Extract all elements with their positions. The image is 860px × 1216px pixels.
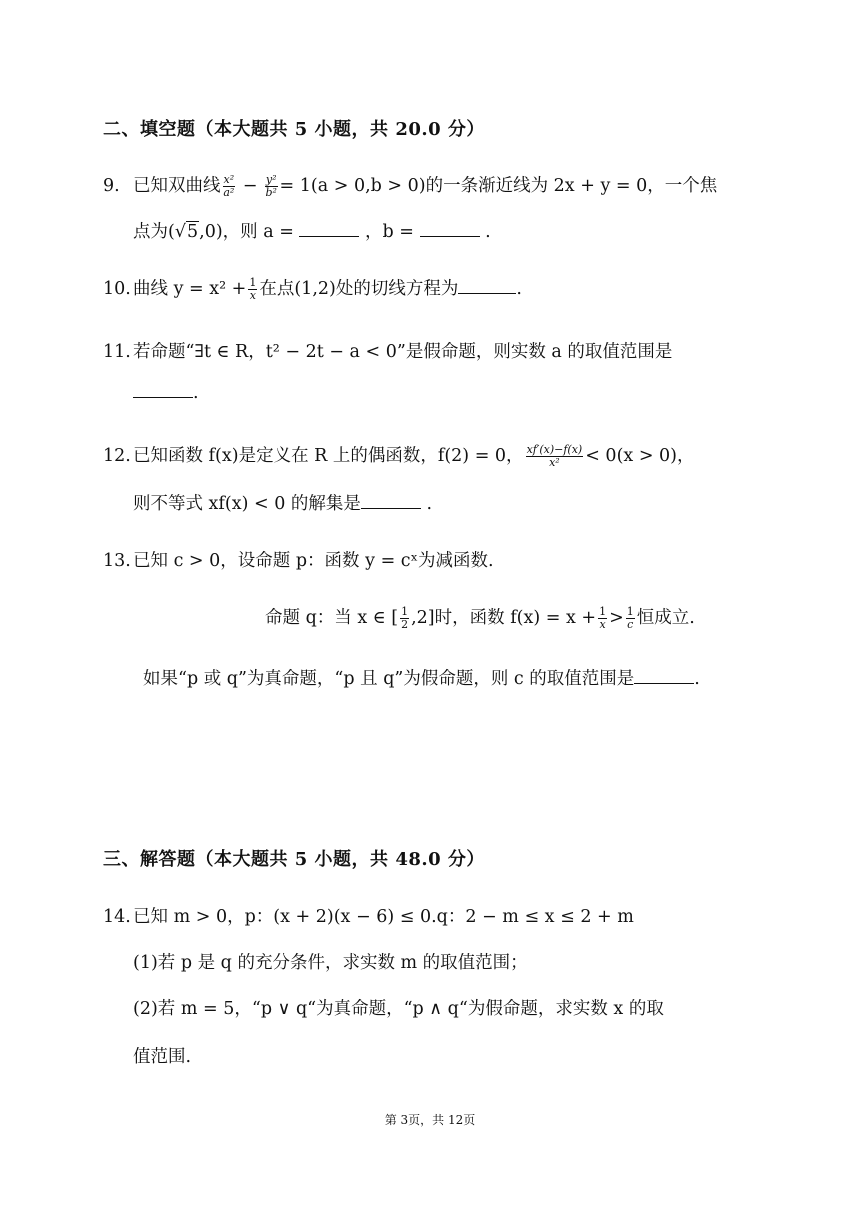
question-14 — [103, 903, 634, 928]
question-11-number: 11. — [103, 342, 131, 362]
answer-blank — [634, 669, 694, 684]
proposition-q-text: 命题 q：当 x ∈ [ — [265, 608, 399, 628]
period: . — [426, 494, 433, 514]
question-9-text: 已知双曲线 — [133, 176, 221, 196]
question-12 — [103, 442, 695, 469]
proposition-q-text-end: 恒成立. — [636, 608, 695, 628]
question-9-line-2: 点为(√5,0)，则 a = ，b = . — [133, 222, 491, 242]
question-12-number: 12. — [103, 446, 131, 466]
question-9-line-1: 9. 已知双曲线 $\frac{\text{x²}}{\text{a²}}$ − $\frac{\text{y²}}{\text{b²}}$ = 1(a > 0,b > 0)的一条渐近线为 2x + y = 0，一个焦 — [103, 173, 718, 199]
question-9-b-label: ，b = — [365, 222, 414, 242]
question-12-text: 已知函数 f(x)是定义在 R 上的偶函数，f(2) = 0， — [133, 446, 524, 466]
fraction-1-c: $\frac{1}{c}$ — [626, 605, 634, 631]
section-2-title: 二、填空题（本大题共 5 小题，共 20.0 分） — [103, 119, 485, 140]
answer-blank — [458, 279, 516, 294]
question-14-part-2-cont: 值范围. — [133, 1047, 192, 1067]
question-9-text-cont: = 1(a > 0,b > 0)的一条渐近线为 2x + y = 0，一个焦 — [279, 176, 718, 196]
period: . — [516, 279, 522, 299]
question-11 — [103, 338, 672, 363]
question-13 — [103, 547, 494, 572]
answer-blank-b — [420, 222, 480, 237]
period: . — [694, 669, 700, 689]
answer-blank — [361, 494, 421, 509]
greater-than: > — [609, 608, 624, 628]
question-11-line-2 — [133, 383, 199, 403]
question-10-text-cont: 在点(1,2)处的切线方程为 — [259, 279, 459, 299]
section-3-title: 三、解答题（本大题共 5 小题，共 48.0 分） — [103, 849, 485, 870]
fraction-1-x: $\frac{1}{x}$ — [599, 605, 607, 631]
question-13-line-3 — [143, 665, 700, 690]
question-12-line-2 — [133, 490, 432, 515]
proposition-q-text-cont: ,2]时，函数 f(x) = x + — [411, 608, 597, 628]
question-14-part-1: (1)若 p 是 q 的充分条件，求实数 m 的取值范围； — [133, 953, 528, 973]
fraction-derivative: $\frac{xf'(x)-f(x)}{\text{x²}}$ — [526, 443, 583, 469]
question-10-text: 曲线 y = x² + — [133, 279, 247, 299]
answer-blank-a — [299, 222, 359, 237]
question-12-text-cont: < 0(x > 0)， — [585, 446, 695, 466]
question-9-a-label: ,0)，则 a = — [199, 222, 294, 242]
sqrt-value: 5 — [186, 222, 199, 242]
question-10-number: 10. — [103, 279, 131, 299]
page-footer: 第 3页，共 12页 — [384, 1113, 476, 1127]
fraction-1-2: $\frac{1}{2}$ — [401, 605, 409, 631]
question-14-text: 已知 m > 0，p：(x + 2)(x − 6) ≤ 0.q：2 − m ≤ x ≤ 2 + m — [133, 907, 634, 927]
question-13-text: 已知 c > 0，设命题 p：函数 y = cˣ为减函数. — [133, 551, 494, 571]
fraction-y2-b2: $\frac{\text{y²}}{\text{b²}}$ — [265, 173, 277, 199]
question-9-number: 9. — [103, 176, 120, 196]
question-14-part-2: (2)若 m = 5，“p ∨ q“为真命题，“p ∧ q“为假命题，求实数 x 的取 — [133, 999, 664, 1019]
question-10 — [103, 275, 522, 302]
period: . — [193, 383, 199, 403]
period: . — [485, 222, 491, 242]
answer-blank — [133, 383, 193, 398]
focus-text: 点为( — [133, 222, 175, 242]
fraction-x2-a2: $\frac{\text{x²}}{\text{a²}}$ — [223, 173, 235, 199]
question-11-text: 若命题“∃t ∈ R，t² − 2t − a < 0”是假命题，则实数 a 的取值范围是 — [133, 342, 673, 362]
question-13-number: 13. — [103, 551, 131, 571]
question-12-text-2: 则不等式 xf(x) < 0 的解集是 — [133, 494, 361, 514]
question-13-proposition-q — [265, 604, 695, 631]
question-13-condition: 如果“p 或 q”为真命题，“p 且 q”为假命题，则 c 的取值范围是 — [143, 669, 635, 689]
fraction-1-x: $\frac{1}{x}$ — [249, 276, 257, 302]
question-14-number: 14. — [103, 907, 131, 927]
